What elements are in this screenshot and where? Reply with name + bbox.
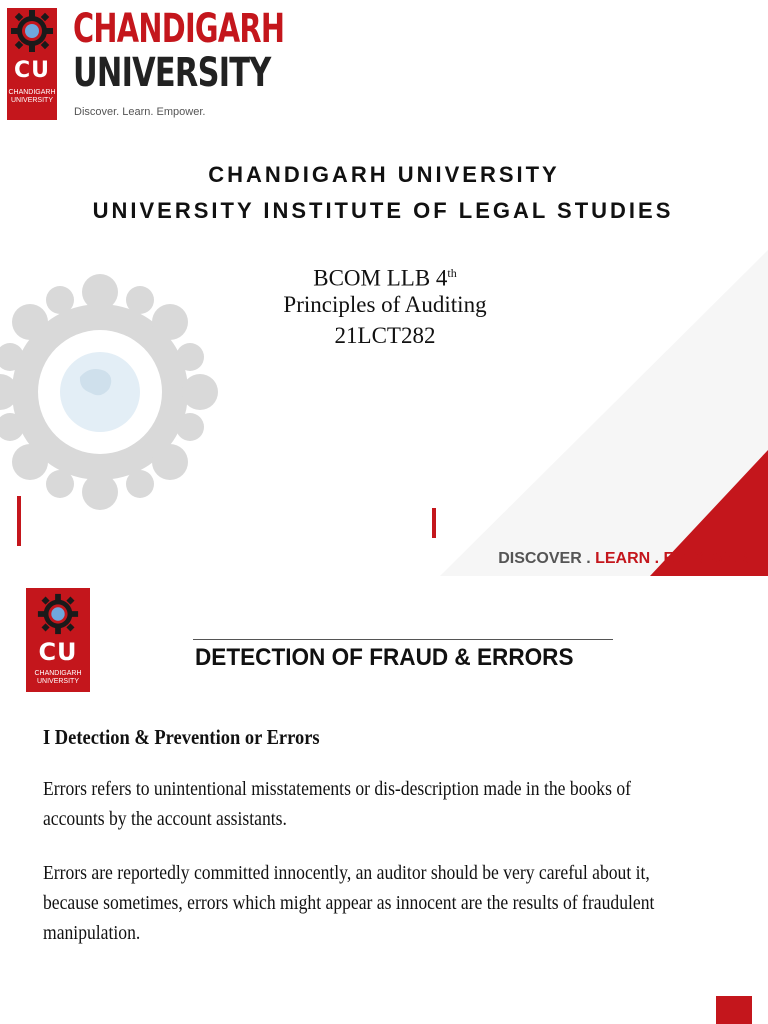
title-line2: UNIVERSITY INSTITUTE OF LEGAL STUDIES [92,198,674,223]
title-underline [193,639,613,640]
content-slide [0,580,768,1024]
footer-empower: . EMPOWER [650,550,748,567]
paragraph-2: Errors are reportedly committed innocently, an auditor should be very careful about it, because sometimes, errors which might appear as innocent are the results of fraudulent manipulation. [43,862,655,944]
point-heading: I Detection & Prevention or Errors [43,725,320,749]
cu-abbr: CU [38,638,78,666]
section-title: DETECTION OF FRAUD & ERRORS [195,644,574,671]
brand-name-line1: CHANDIGARH [73,6,285,52]
course-name: BCOM LLB 4 [313,265,448,291]
course-semester-sup: th [447,266,457,280]
brand-tagline: Discover. Learn. Empower. [74,106,206,118]
brand-name-line2: UNIVERSITY [73,50,271,96]
course-code: 21LCT282 [334,323,436,348]
cu-logo-badge-small [26,588,90,692]
footer-tagline [498,550,748,568]
paragraph-1: Errors refers to unintentional misstatements or dis-description made in the books of accounts by the account assistants. [43,778,632,830]
cu-caption: CHANDIGARH UNIVERSITY [8,89,56,104]
footer-discover: DISCOVER . [498,550,596,567]
title-line1: CHANDIGARH UNIVERSITY [208,162,560,187]
gear-watermark-icon [0,262,220,522]
cu-logo-badge [7,8,57,120]
corner-accent [716,996,752,1024]
course-subject: Principles of Auditing [283,292,487,317]
accent-bar-mid [432,508,436,538]
footer-learn: LEARN [595,550,651,567]
gear-globe-icon [10,8,54,54]
cu-caption: CHANDIGARH UNIVERSITY [34,670,82,685]
cu-abbr: CU [13,58,50,83]
accent-bar-left [17,496,21,546]
gear-globe-icon [36,592,80,636]
